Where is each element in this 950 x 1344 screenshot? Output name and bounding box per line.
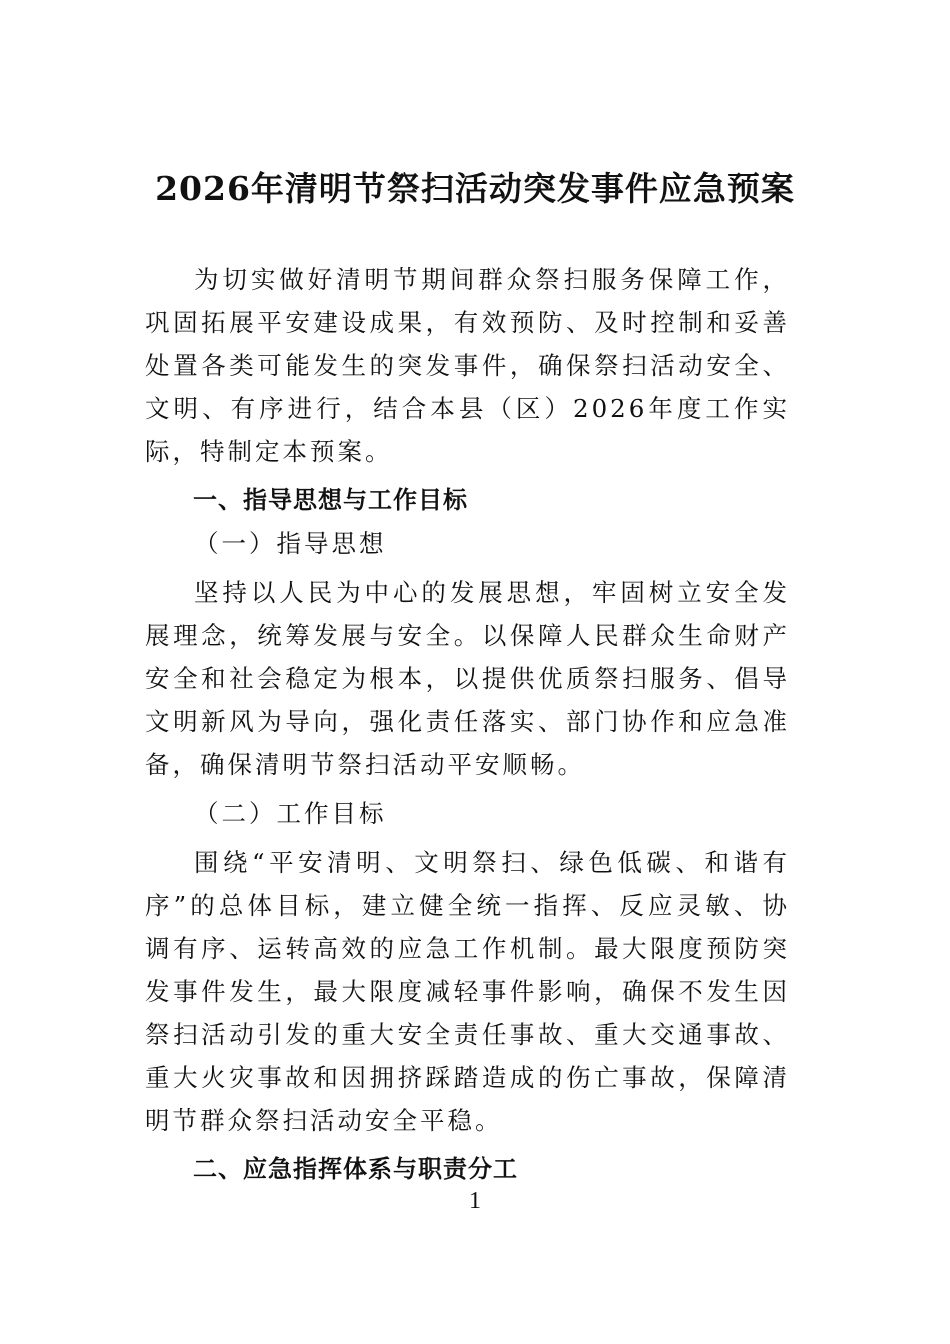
section-2-heading: 二、应急指挥体系与职责分工 <box>193 1155 518 1183</box>
subsection-2-heading: （二）工作目标 <box>194 799 387 828</box>
document-title: 2026年清明节祭扫活动突发事件应急预案 <box>155 169 795 208</box>
document-body <box>145 258 790 1191</box>
intro-paragraph: 为切实做好清明节期间群众祭扫服务保障工作，巩固拓展平安建设成果，有效预防、及时控制和妥善处置各类可能发生的突发事件，确保祭扫活动安全、文明、有序进行，结合本县（区）2026年度工作实际，特制定本预案。 <box>145 265 790 466</box>
page-number: 1 <box>469 1188 481 1214</box>
subsection-2-paragraph: 围绕“平安清明、文明祭扫、绿色低碳、和谐有序”的总体目标，建立健全统一指挥、反应灵敏、协调有序、运转高效的应急工作机制。最大限度预防突发事件发生，最大限度减轻事件影响，确保不发生因祭扫活动引发的重大安全责任事故、重大交通事故、重大火灾事故和因拥挤踩踏造成的伤亡事故，保障清明节群众祭扫活动安全平稳。 <box>145 848 790 1135</box>
subsection-1-paragraph: 坚持以人民为中心的发展思想，牢固树立安全发展理念，统筹发展与安全。以保障人民群众生命财产安全和社会稳定为根本，以提供优质祭扫服务、倡导文明新风为导向，强化责任落实、部门协作和应急准备，确保清明节祭扫活动平安顺畅。 <box>145 578 790 779</box>
subsection-1-heading: （一）指导思想 <box>194 529 387 558</box>
section-1-heading: 一、指导思想与工作目标 <box>193 486 468 514</box>
